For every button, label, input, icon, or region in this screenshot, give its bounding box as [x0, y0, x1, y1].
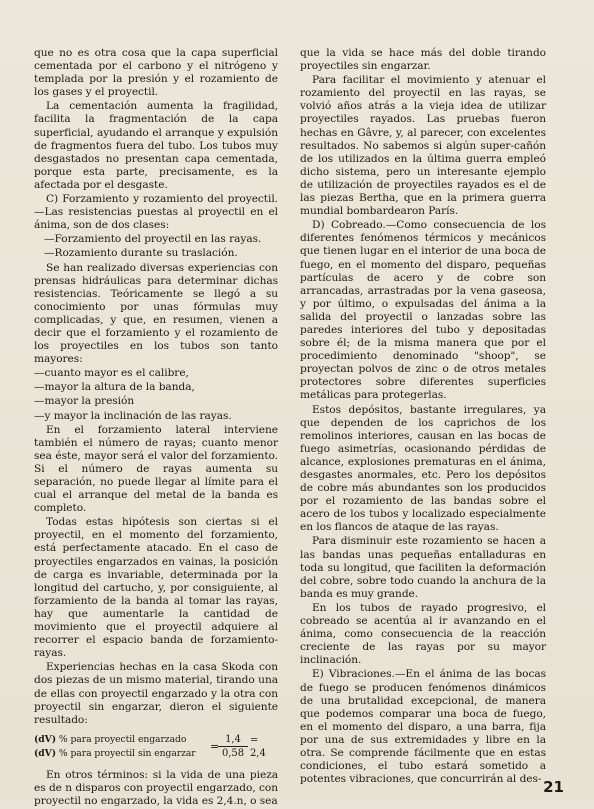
formula-equals: =: [210, 740, 220, 754]
list-item: —Rozamiento durante su traslación.: [44, 247, 238, 260]
formula-bottom-label: (dV) % para proyectil sin engarzar: [34, 748, 196, 760]
paragraph: Todas estas hipótesis son ciertas si el proyectil, en el momento del forzamiento, está perfectamente atacado. En el caso de proyectiles engarzados en vainas, la posición de carga es invariable, determinada por la longitud del cartucho, y, por consiguiente, al forzamiento de la banda al tomar las rayas, hay que aumentarle la cantidad de movimiento que el proyectil adquiere al recorrer el espacio banda de forzamiento-rayas.: [34, 516, 278, 660]
left-column: [34, 47, 278, 809]
section-heading-paragraph: E) Vibraciones.—En el ánima de las bocas de fuego se producen fenómenos dinámicos de una brutalidad excepcional, de manera que podemos comparar una boca de fuego, en el momento del disparo, a una barra, fija por una de sus extremidades y libre en la otra. Se comprende fácilmente que en estas condiciones, el tubo estará sometido a potentes vibraciones, que concurrirán al des-: [300, 668, 546, 786]
formula: [34, 733, 278, 761]
paragraph: Estos depósitos, bastante irregulares, ya que dependen de los caprichos de los remolinos interiores, causan en las bocas de fuego asimetrías, ocasionando pérdidas de alcance, explosiones prematuras en el ánima, desgastes anormales, etc. Pero los depósitos de cobre más abundantes son los producidos por el rozamiento de las bandas sobre el acero de los tubos y localizado especialmente en los flancos de ataque de las rayas.: [300, 403, 546, 534]
paragraph: Experiencias hechas en la casa Skoda con dos piezas de un mismo material, tirando una de ellas con proyectil engarzado y la otra con proyectil sin engarzar, dieron el siguiente resultado:: [34, 661, 278, 726]
list-item: —cuanto mayor es el calibre,: [34, 367, 189, 380]
paragraph: En otros términos: si la vida de una pieza es de n disparos con proyectil engarzado, con proyectil no engarzado, la vida es 2,4.n, o sea: [34, 768, 278, 807]
formula-top-label: (dV) % para proyectil engarzado: [34, 734, 187, 746]
list-item: —Forzamiento del proyectil en las rayas.: [44, 233, 262, 246]
formula-result: = 2,4: [250, 734, 266, 759]
section-heading-paragraph: C) Forzamiento y rozamiento del proyectil.—Las resistencias puestas al proyectil en el ánima, son de dos clases:: [34, 193, 278, 232]
formula-numerator: 1,4: [218, 733, 248, 747]
list-item: —mayor la presión: [34, 395, 135, 408]
paragraph: Para disminuir este rozamiento se hacen a las bandas unas pequeñas entalladuras en toda su longitud, que faciliten la deformación del cobre, sobre todo cuando la anchura de la banda es muy grande.: [300, 535, 546, 600]
paragraph: En los tubos de rayado progresivo, el cobreado se acentúa al ir avanzando en el ánima, como consecuencia de la reacción creciente de las rayas por su mayor inclinación.: [300, 601, 546, 667]
section-heading-paragraph: D) Cobreado.—Como consecuencia de los diferentes fenómenos térmicos y mecánicos que tienen lugar en el interior de una boca de fuego, en el momento del disparo, pequeñas partículas de acero y de cobre son arrancadas, arrastradas por la vena gaseosa, y por último, o expulsadas del ánima a la salida del proyectil o lanzadas sobre las paredes interiores del tubo y depositadas sobre él; de la misma manera que por el procedimiento denominado "shoop", se proyectan polvos de zinc o de otros metales protectores sobre diferentes superficies metálicas para protegerlas.: [300, 219, 546, 402]
page-number: 21: [543, 778, 564, 796]
right-column: [300, 47, 546, 787]
paragraph: Se han realizado diversas experiencias con prensas hidráulicas para determinar dichas resistencias. Teóricamente se llegó a su conocimiento por unas fórmulas muy complicadas, y que, en resumen, vienen a decir que el forzamiento y el rozamiento de los proyectiles en los tubos son tanto mayores:: [34, 261, 278, 366]
paragraph: La cementación aumenta la fragilidad, facilita la fragmentación de la capa superficial, ayudando el arranque y expulsión de fragmentos fuera del tubo. Los tubos muy desgastados no presentan capa cementada, porque esta parte, precisamente, es la afectada por el desgaste.: [34, 100, 278, 191]
formula-denominator: 0,58: [221, 748, 245, 760]
list-item: —y mayor la inclinación de las rayas.: [34, 409, 232, 422]
list-item: —mayor la altura de la banda,: [34, 381, 195, 394]
paragraph: Para facilitar el movimiento y atenuar el rozamiento del proyectil en las rayas, se volvió años atrás a la vieja idea de utilizar proyectiles rayados. Las pruebas fueron hechas en Gâvre, y, al parecer, con excelentes resultados. No sabemos si algún super-cañón de los utilizados en la última guerra empleó dicho sistema, pero un interesante ejemplo de utilización de proyectiles rayados es el de las piezas Bertha, que en la primera guerra mundial bombardearon París.: [300, 74, 546, 218]
paragraph: En el forzamiento lateral interviene también el número de rayas; cuanto menor sea éste, mayor será el valor del forzamiento. Si el número de rayas aumenta su separación, no puede llegar al límite para el cual el arranque del metal de la banda es completo.: [34, 423, 278, 515]
paragraph: que no es otra cosa que la capa superficial cementada por el carbono y el nitrógeno y templada por la presión y el rozamiento de los gases y el proyectil.: [34, 47, 278, 99]
paragraph: que la vida se hace más del doble tirando proyectiles sin engarzar.: [300, 47, 546, 73]
